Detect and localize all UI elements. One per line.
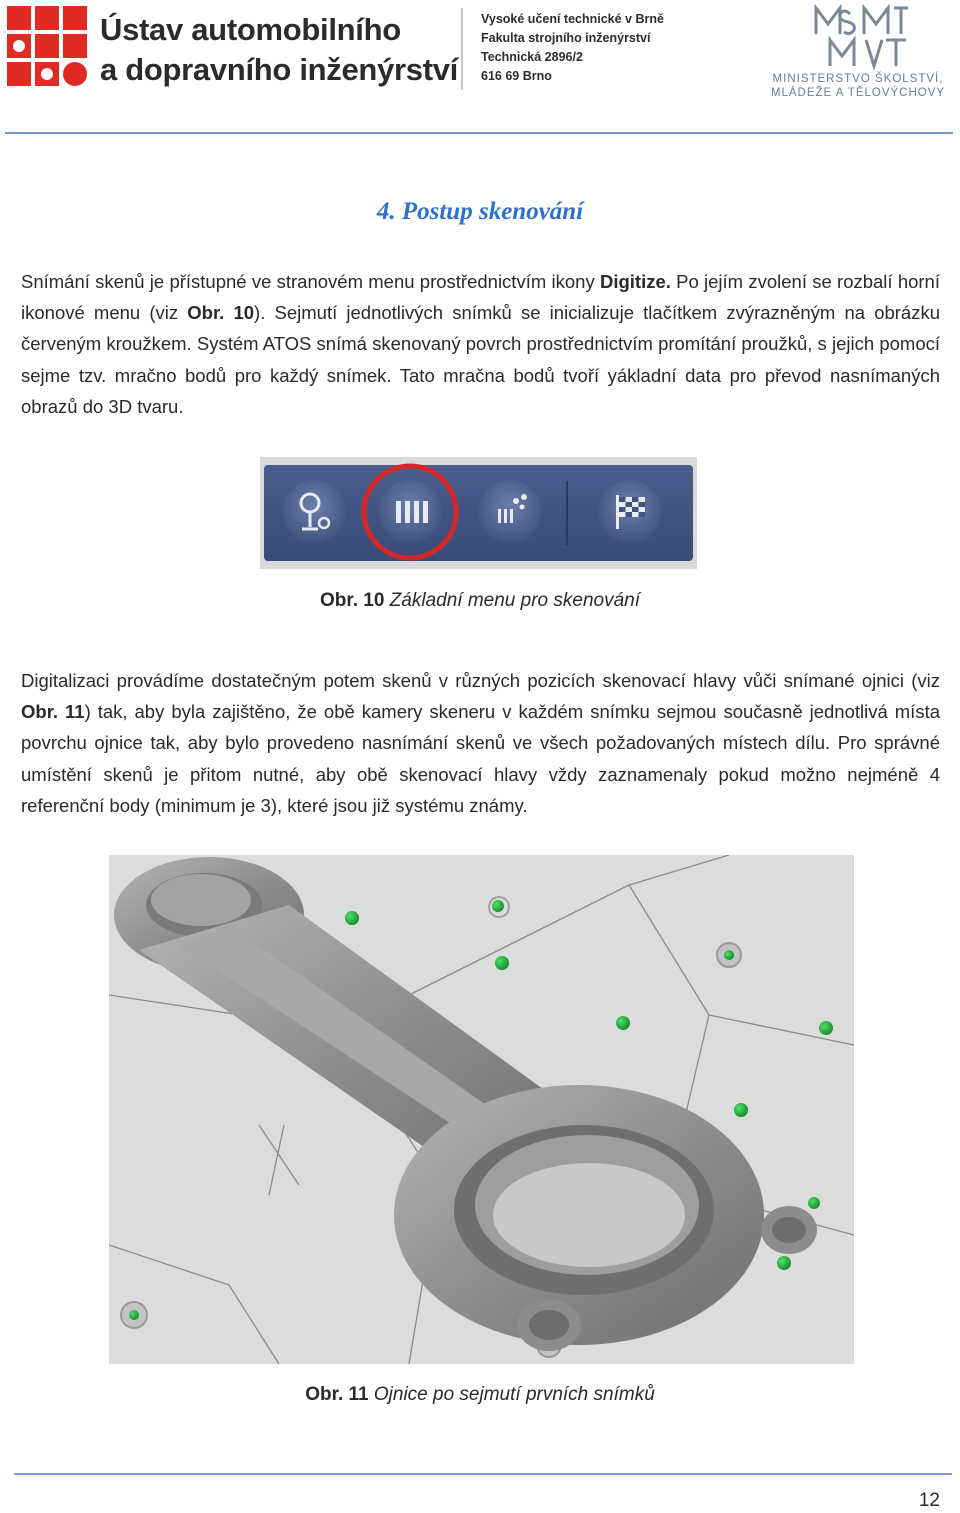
text-run: ) tak, aby byla zajištěno, že obě kamery skeneru v každém snímku sejmou současně jednotlivá místa povrchu ojnice tak, aby bylo provedeno nasnímání skenů ve všech požadovaných místech dílu. Pro správné umístění skenů je přitom nutné, aby obě skenovací hlavy vždy zaznamenaly pokud možno nejméně 4 referenční body (minimum je 3), které jsou již systému známy. bbox=[21, 701, 940, 816]
figure-reference: Obr. 11 bbox=[21, 701, 85, 723]
footer-rule bbox=[14, 1473, 952, 1475]
connecting-rod-scan-image bbox=[109, 855, 854, 1364]
ministry-logo-icon bbox=[810, 4, 910, 70]
text-run: Digitalizaci provádíme dostatečným potem skenů v různých pozicích skenovací hlavy vůči snímané ojnici (viz bbox=[21, 670, 940, 691]
text-run: Po jejím zvolení se rozbalí horní ikonové menu (viz bbox=[21, 271, 940, 324]
scan-series-icon[interactable] bbox=[478, 480, 542, 544]
page-number: 12 bbox=[918, 1490, 940, 1511]
university-line: Technická 2896/2 bbox=[481, 50, 583, 64]
text-run: Snímání skenů je přístupné ve stranovém menu prostřednictvím ikony bbox=[21, 271, 600, 292]
figure-caption bbox=[0, 1384, 960, 1406]
header-divider bbox=[461, 8, 463, 90]
section-title: 4. Postup skenování bbox=[376, 198, 584, 225]
caption-label: Obr. 10 bbox=[319, 590, 385, 611]
text-bold: Digitize. bbox=[599, 271, 671, 292]
caption-label: Obr. 11 bbox=[305, 1384, 369, 1405]
figure-reference: Obr. 10 bbox=[187, 302, 255, 324]
university-line: Fakulta strojního inženýrství bbox=[481, 31, 651, 45]
caption-text: Základní menu pro skenování bbox=[384, 590, 640, 611]
header-rule bbox=[5, 132, 953, 134]
university-line: 616 69 Brno bbox=[481, 69, 552, 83]
ministry-logo-block bbox=[760, 4, 956, 104]
institute-name-line2: a dopravního inženýrství bbox=[100, 52, 458, 87]
university-line: Vysoké učení technické v Brně bbox=[481, 12, 664, 26]
figure-scan-menu bbox=[260, 457, 697, 569]
paragraph-digitization bbox=[21, 665, 940, 821]
page-header bbox=[0, 0, 960, 140]
figure-connecting-rod-scan bbox=[109, 855, 854, 1364]
paragraph-scan-procedure bbox=[21, 266, 940, 422]
institute-name-line1: Ústav automobilního bbox=[100, 12, 401, 47]
institute-logo bbox=[5, 4, 95, 88]
sensor-settings-icon[interactable] bbox=[282, 480, 346, 544]
menu-divider bbox=[566, 481, 568, 545]
institute-name bbox=[100, 10, 458, 90]
scan-menu-image bbox=[260, 457, 697, 569]
university-address bbox=[481, 10, 664, 86]
ministry-name-line2: MLÁDEŽE A TĚLOVÝCHOVY bbox=[770, 87, 946, 99]
ministry-name bbox=[760, 72, 956, 100]
ministry-name-line1: MINISTERSTVO ŠKOLSTVÍ, bbox=[772, 73, 944, 85]
caption-text: Ojnice po sejmutí prvních snímků bbox=[368, 1384, 655, 1405]
finish-flag-icon[interactable] bbox=[598, 480, 662, 544]
text-run: ). Sejmutí jednotlivých snímků se inicializuje tlačítkem zvýrazněným na obrázku červeným kroužkem. Systém ATOS snímá skenovaný povrch prostřednictvím promítání proužků, s jejich pomocí sejme tzv. mračno bodů pro každý snímek. Tato mračna bodů tvoří yákladní data pro převod nasnímaných obrazů do 3D tvaru. bbox=[21, 302, 941, 417]
figure-caption bbox=[0, 590, 960, 612]
